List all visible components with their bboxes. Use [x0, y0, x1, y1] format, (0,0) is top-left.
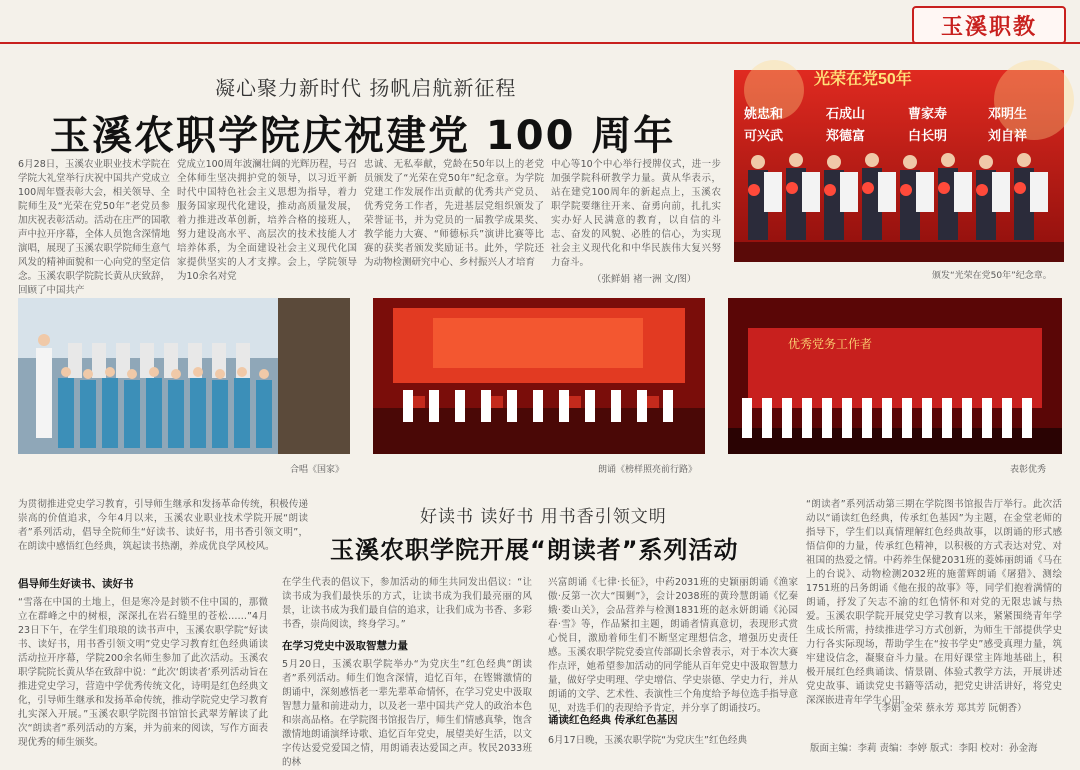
honoree-name: 姚忠和	[744, 106, 784, 121]
article2-credit: （李娟 金荣 蔡永芳 郑其芳 阮朝香）	[872, 703, 1027, 714]
stage-banner: 优秀党务工作者	[788, 337, 873, 351]
article2-subhead-1: 倡导师生好读书、读好书	[18, 578, 134, 590]
article2-col3: 兴富朗诵《七律·长征》，中药2031班的史颖丽朗诵《渔家傲·反第一次大“围剿”》，会计2038班的黄玲慧朗诵《忆秦娥·娄山关》，会品营养与检测1831班的赵永妍朗诵《沁园春·雪》等，作品紧扣主题，朗诵者情真意切，表现形式赏心悦目，激励着师生们不断坚定理想信念，增强历史责任感。玉溪农职学院党委宣传部副长余曾表示，对于本次大赛作点评，她希望参加活动的同学能从百年党史中汲取智慧力量，做好学史明理、学史增信、学史崇德、学史力行，并从朗诵的文学、艺术性、表演性三个角度给予每位选手指导意见，对选手们的表现给予肯定，并分享了朗诵技巧。	[548, 577, 798, 714]
honoree-name: 曹家寿	[908, 106, 948, 121]
article2-subhead-2: 在学习党史中汲取智慧力量	[282, 640, 408, 652]
article1-headline: 玉溪农职学院庆祝建党 100 周年	[50, 113, 676, 159]
article1-col4: 中心等10个中心举行授牌仪式，进一步加强学院科研教学力量。黄从华表示，站在建党100周年的新起点上，玉溪农职学院要继往开来、奋勇向前，扎扎实实办好人民满意的教育，以自信的斗志、奋发的风貌、必胜的信心，为实现社会主义现代化和中华民族伟大复兴努力奋斗。	[551, 159, 721, 268]
article2-kicker: 好读书 读好书 用书香引领文明	[420, 507, 667, 527]
honoree-name: 可兴武	[744, 128, 784, 143]
article1-col1: 6月28日，玉溪农业职业技术学院在学院大礼堂举行庆祝中国共产党成立100周年暨表彰大会，相关领导、全院师生及“光荣在党50年”老党员参加庆祝表彰活动。活动在庄严的国歌声中拉开序幕，全体人员饱含深情地演唱，展现了玉溪农职学院师生意气风发的精神面貌和一心向党的坚定信念。玉溪农职学院院长黄从庆致辞，回顾了中国共产	[18, 159, 171, 296]
honoree-name: 石成山	[826, 106, 866, 121]
article2-col3b: 6月17日晚，玉溪农职学院“为党庆生”红色经典	[548, 735, 747, 746]
article1-kicker: 凝心聚力新时代 扬帆启航新征程	[215, 76, 517, 100]
honoree-name: 邓明生	[988, 106, 1028, 121]
article1-col2: 党成立100周年波澜壮阔的光辉历程，号召全体师生坚决拥护党的领导，以习近平新时代中国特色社会主义思想为指导，着力服务国家现代化建设，推动高质量发展，着力推进改革创新，培养合格的接班人，努力建设高水平、高层次的技术技能人才培养体系，为全面建设社会主义现代化国家提供坚实的人才支撑。会上，学院领导为10余名对党	[177, 159, 357, 282]
photo-caption-recitation: 朗诵《榜样照亮前行路》	[598, 465, 698, 475]
article1-col3: 忠诚、无私奉献，党龄在50年以上的老党员颁发了“光荣在党50年”纪念章。为学院党建工作发展作出贡献的优秀共产党员、优秀党务工作者，先进基层党组织颁发了荣誉证书，并为党员的一届教学成果奖、教学能力大赛、“师德标兵”演讲比赛等比赛的获奖者颁发奖励证书。此外，学院还为动物检测研究中心、乡村振兴人才培育	[364, 159, 544, 268]
photo-honor-ceremony	[734, 70, 1064, 262]
article2-col1: “雪落在中国的土地上，但是寒冷是封锁不住中国的，那微立在群峰之中的树根，深深扎在岩石缝里的苍松……”4月23日下午，在学生们琅琅的读书声中，玉溪农职学院“好读书、读好书，用书香引领文明”党史学习教育红色经典诵读活动拉开序幕，学院200余名师生参加了此次活动。玉溪农职学院院长黄从华在致辞中说：“此次‘朗读者’系列活动旨在推进党史学习，营造中学优秀传统文化，诗明是红色经典文化，引导师生继承和发扬革命传统，推动学院党史学习教育扎实深入开展。”玉溪农职学院图书馆馆长武翠芳解读了此次“朗读者”系列活动的方案，并为前来的阅读，写作方面表现优秀的师生颁奖。	[18, 597, 268, 748]
photo-banner-text: 光荣在党50年	[814, 71, 912, 88]
article2-col2b: 5月20日，玉溪农职学院举办“为党庆生”红色经典“朗读者”系列活动。师生们饱含深情，追忆百年，在铿锵激情的朗诵中，深刻感悟老一辈先辈革命情怀，在学习党史中汲取智慧力量和前进动力，以及老一辈中国共产党人的政治本色和崇高品格。在学院图书馆报告厅，师生们情感真挚，饱含激情地朗诵演绎诗歌、追忆百年党史，展望美好生活，以文字传达爱党爱国之情，用朗诵表达爱国之声。牧民2033班的林	[282, 659, 532, 768]
article2-col4: “朗读者”系列活动第三期在学院图书馆报告厅举行。此次活动以“诵读红色经典，传承红色基因”为主题，在金堂老师的指导下，学生们以真情理解红色经典故事，以朗诵的形式感悟信仰的力量，传承红色精神，以积极的方式表达对党、对祖国的热爱之情。中药养生保健2031班的菱姊丽朗诵《马在上的台说》、动物检测2032班的施蕾辉朗诵《屠猎》、测绘1751班的吕务朗诵《他在报的故事》等，同学们抱着满情的朗诵，抒发了矢志不渝的红色情怀和对党的无限忠诚与热爱。玉溪农职学院开展党史学习教育以来，紧紧围绕青年学生成长所需，持续推进学习方式创新，为师生干部提供学史力行各实际现场，帮助学生在“按书学史”感受真理力量，筑牢建设信念，凝聚奋斗力量。在用好课堂主阵地基础上，积极开展红色经典诵读、情景剧、体验式教学方法，开展讲述党史故事、诵读党史书籍等活动，把党史讲活讲好，将党史深深嵌进青年学生心田。	[806, 499, 1062, 706]
footer-credits: 版面主编：李莉 责编：李婷 版式：李阳 校对：孙金海	[810, 743, 1038, 754]
photo-caption-honor: 颁发“光荣在党50年”纪念章。	[932, 271, 1052, 281]
article1-credit: （张鲜娟 褚一洲 文/图）	[592, 274, 697, 285]
section-tag: 玉溪职教	[912, 6, 1066, 44]
honoree-name: 郑德富	[826, 128, 866, 143]
honoree-name: 白长明	[908, 128, 948, 143]
photo-caption-choir: 合唱《国家》	[290, 465, 345, 475]
article2-subhead-3: 诵读红色经典 传承红色基因	[548, 714, 678, 726]
honoree-name: 刘自祥	[988, 128, 1028, 143]
article2-headline: 玉溪农职学院开展“朗读者”系列活动	[330, 536, 739, 564]
article2-intro: 为贯彻推进党史学习教育，引导师生继承和发扬革命传统，积极传递崇高的价值追求，今年4月以来，玉溪农业职业技术学院开展“朗读者”系列活动，倡导全院师生“好读书、读好书，用书香引领文明”，在朗读中感悟红色经典，筑起读书热潮，养成优良学风校风。	[18, 499, 308, 552]
photo-awards	[728, 298, 1062, 454]
photo-recitation	[373, 298, 705, 454]
photo-caption-awards: 表彰优秀	[1010, 465, 1047, 475]
article2-col2: 在学生代表的倡议下，参加活动的师生共同发出倡议：“让读书成为我们最快乐的方式，让读书成为我们最亮丽的风景，让读书成为我们最自信的追求，让我们成为书香、多彩书香，崇尚阅读，终身学习。”	[282, 577, 532, 630]
photo-choir	[18, 298, 350, 454]
